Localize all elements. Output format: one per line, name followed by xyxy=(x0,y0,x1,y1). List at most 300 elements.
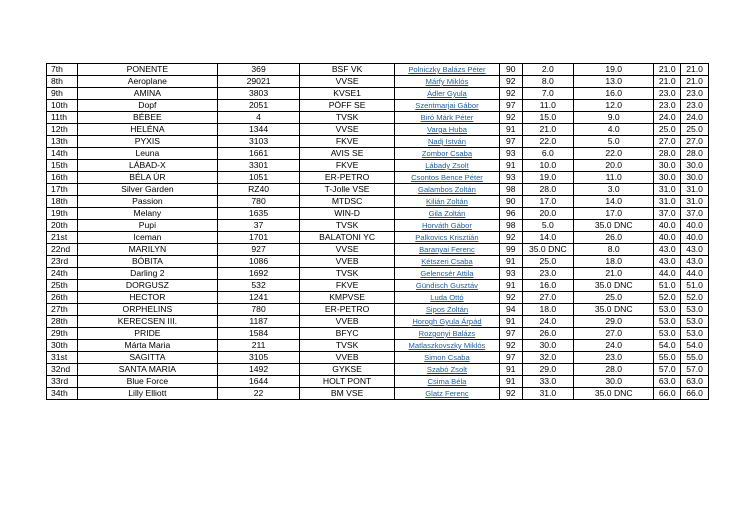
table-row xyxy=(47,184,709,196)
boat-name-cell: LÁBAD-X xyxy=(77,160,217,172)
total-score-cell: 21.0 xyxy=(654,64,681,76)
race2-score-cell: 16.0 xyxy=(574,88,654,100)
skipper-link[interactable]: Márfy Miklós xyxy=(425,77,469,86)
sail-number-cell: 780 xyxy=(217,196,299,208)
total-score-cell: 66.0 xyxy=(654,388,681,400)
total-score-cell: 23.0 xyxy=(654,100,681,112)
skipper-link[interactable]: Kilián Zoltán xyxy=(426,197,468,206)
skipper-cell xyxy=(394,148,499,160)
place-cell: 16th xyxy=(47,172,78,184)
net-score-cell: 23.0 xyxy=(681,100,709,112)
race1-score-cell: 25.0 xyxy=(522,256,573,268)
total-score-cell: 30.0 xyxy=(654,172,681,184)
boat-name-cell: HECTOR xyxy=(77,292,217,304)
skipper-cell xyxy=(394,268,499,280)
sail-number-cell: 211 xyxy=(217,340,299,352)
table-row xyxy=(47,112,709,124)
boat-name-cell: BÉBEE xyxy=(77,112,217,124)
yardstick-cell: 92 xyxy=(499,232,522,244)
yardstick-cell: 91 xyxy=(499,160,522,172)
total-score-cell: 53.0 xyxy=(654,304,681,316)
skipper-cell xyxy=(394,352,499,364)
total-score-cell: 23.0 xyxy=(654,88,681,100)
sail-number-cell: 532 xyxy=(217,280,299,292)
skipper-link[interactable]: Szabó Zsolt xyxy=(426,365,467,374)
place-cell: 8th xyxy=(47,76,78,88)
club-cell: AVIS SE xyxy=(300,148,395,160)
race1-score-cell: 7.0 xyxy=(522,88,573,100)
yardstick-cell: 93 xyxy=(499,172,522,184)
place-cell: 17th xyxy=(47,184,78,196)
boat-name-cell: PONENTE xyxy=(77,64,217,76)
yardstick-cell: 98 xyxy=(499,184,522,196)
race2-score-cell: 22.0 xyxy=(574,148,654,160)
skipper-cell xyxy=(394,184,499,196)
club-cell: BM VSE xyxy=(300,388,395,400)
club-cell: BSF VK xyxy=(300,64,395,76)
sail-number-cell: 29021 xyxy=(217,76,299,88)
table-row xyxy=(47,388,709,400)
skipper-link[interactable]: Baranyai Ferenc xyxy=(419,245,475,254)
race2-score-cell: 11.0 xyxy=(574,172,654,184)
race2-score-cell: 20.0 xyxy=(574,160,654,172)
race1-score-cell: 18.0 xyxy=(522,304,573,316)
skipper-cell xyxy=(394,64,499,76)
club-cell: VVSE xyxy=(300,124,395,136)
boat-name-cell: KERECSEN III. xyxy=(77,316,217,328)
table-row xyxy=(47,268,709,280)
race2-score-cell: 27.0 xyxy=(574,328,654,340)
skipper-cell xyxy=(394,232,499,244)
net-score-cell: 43.0 xyxy=(681,244,709,256)
club-cell: VVEB xyxy=(300,352,395,364)
yardstick-cell: 92 xyxy=(499,88,522,100)
place-cell: 14th xyxy=(47,148,78,160)
skipper-cell xyxy=(394,328,499,340)
race1-score-cell: 24.0 xyxy=(522,316,573,328)
club-cell: VVEB xyxy=(300,256,395,268)
skipper-cell xyxy=(394,244,499,256)
net-score-cell: 30.0 xyxy=(681,172,709,184)
boat-name-cell: ORPHELINS xyxy=(77,304,217,316)
boat-name-cell: Dopf xyxy=(77,100,217,112)
club-cell: HOLT PONT xyxy=(300,376,395,388)
skipper-link[interactable]: Sipos Zoltán xyxy=(425,305,469,314)
boat-name-cell: Melany xyxy=(77,208,217,220)
club-cell: TVSK xyxy=(300,220,395,232)
race2-score-cell: 35.0 DNC xyxy=(574,220,654,232)
table-row xyxy=(47,244,709,256)
yardstick-cell: 92 xyxy=(499,76,522,88)
skipper-link[interactable]: Gila Zoltán xyxy=(428,209,466,218)
boat-name-cell: Silver Garden xyxy=(77,184,217,196)
boat-name-cell: Blue Force xyxy=(77,376,217,388)
net-score-cell: 57.0 xyxy=(681,364,709,376)
net-score-cell: 21.0 xyxy=(681,64,709,76)
race1-score-cell: 11.0 xyxy=(522,100,573,112)
total-score-cell: 31.0 xyxy=(654,184,681,196)
sail-number-cell: 3803 xyxy=(217,88,299,100)
club-cell: TVSK xyxy=(300,112,395,124)
race1-score-cell: 22.0 xyxy=(522,136,573,148)
table-row xyxy=(47,64,709,76)
place-cell: 33rd xyxy=(47,376,78,388)
skipper-link[interactable]: Zombor Csaba xyxy=(421,149,473,158)
sail-number-cell: 1692 xyxy=(217,268,299,280)
skipper-cell xyxy=(394,172,499,184)
sail-number-cell: RZ40 xyxy=(217,184,299,196)
race2-score-cell: 24.0 xyxy=(574,340,654,352)
net-score-cell: 23.0 xyxy=(681,88,709,100)
total-score-cell: 57.0 xyxy=(654,364,681,376)
skipper-link[interactable]: Csima Béla xyxy=(427,377,467,386)
yardstick-cell: 93 xyxy=(499,148,522,160)
race2-score-cell: 26.0 xyxy=(574,232,654,244)
net-score-cell: 63.0 xyxy=(681,376,709,388)
place-cell: 25th xyxy=(47,280,78,292)
skipper-cell xyxy=(394,364,499,376)
race2-score-cell: 21.0 xyxy=(574,268,654,280)
place-cell: 24th xyxy=(47,268,78,280)
net-score-cell: 30.0 xyxy=(681,160,709,172)
table-row xyxy=(47,304,709,316)
total-score-cell: 43.0 xyxy=(654,256,681,268)
skipper-cell xyxy=(394,376,499,388)
sail-number-cell: 1492 xyxy=(217,364,299,376)
race1-score-cell: 21.0 xyxy=(522,124,573,136)
total-score-cell: 43.0 xyxy=(654,244,681,256)
place-cell: 20th xyxy=(47,220,78,232)
place-cell: 9th xyxy=(47,88,78,100)
skipper-cell xyxy=(394,220,499,232)
sail-number-cell: 1051 xyxy=(217,172,299,184)
yardstick-cell: 91 xyxy=(499,124,522,136)
skipper-link[interactable]: Horváth Gábor xyxy=(422,221,472,230)
sail-number-cell: 37 xyxy=(217,220,299,232)
boat-name-cell: BÓBITA xyxy=(77,256,217,268)
sail-number-cell: 22 xyxy=(217,388,299,400)
place-cell: 22nd xyxy=(47,244,78,256)
total-score-cell: 44.0 xyxy=(654,268,681,280)
skipper-cell xyxy=(394,136,499,148)
total-score-cell: 37.0 xyxy=(654,208,681,220)
race1-score-cell: 32.0 xyxy=(522,352,573,364)
net-score-cell: 28.0 xyxy=(681,148,709,160)
club-cell: GYKSE xyxy=(300,364,395,376)
skipper-link[interactable]: Polniczky Balázs Péter xyxy=(408,65,486,74)
place-cell: 15th xyxy=(47,160,78,172)
place-cell: 21st xyxy=(47,232,78,244)
boat-name-cell: DORGUSZ xyxy=(77,280,217,292)
club-cell: PÖFF SE xyxy=(300,100,395,112)
total-score-cell: 63.0 xyxy=(654,376,681,388)
net-score-cell: 40.0 xyxy=(681,232,709,244)
skipper-cell xyxy=(394,340,499,352)
race2-score-cell: 4.0 xyxy=(574,124,654,136)
yardstick-cell: 98 xyxy=(499,220,522,232)
skipper-cell xyxy=(394,124,499,136)
skipper-link[interactable]: Nadj István xyxy=(427,137,466,146)
yardstick-cell: 90 xyxy=(499,64,522,76)
race1-score-cell: 5.0 xyxy=(522,220,573,232)
table-row xyxy=(47,208,709,220)
race2-score-cell: 18.0 xyxy=(574,256,654,268)
yardstick-cell: 92 xyxy=(499,112,522,124)
skipper-cell xyxy=(394,100,499,112)
place-cell: 29th xyxy=(47,328,78,340)
boat-name-cell: Márta Maria xyxy=(77,340,217,352)
club-cell: ER-PETRO xyxy=(300,172,395,184)
race1-score-cell: 2.0 xyxy=(522,64,573,76)
race2-score-cell: 35.0 DNC xyxy=(574,304,654,316)
skipper-cell xyxy=(394,388,499,400)
club-cell: MTDSC xyxy=(300,196,395,208)
boat-name-cell: Passion xyxy=(77,196,217,208)
table-row xyxy=(47,160,709,172)
club-cell: TVSK xyxy=(300,340,395,352)
race2-score-cell: 35.0 DNC xyxy=(574,280,654,292)
race2-score-cell: 25.0 xyxy=(574,292,654,304)
place-cell: 19th xyxy=(47,208,78,220)
place-cell: 26th xyxy=(47,292,78,304)
table-row xyxy=(47,256,709,268)
place-cell: 31st xyxy=(47,352,78,364)
boat-name-cell: BÉLA ÚR xyxy=(77,172,217,184)
skipper-cell xyxy=(394,88,499,100)
club-cell: TVSK xyxy=(300,268,395,280)
race1-score-cell: 17.0 xyxy=(522,196,573,208)
race1-score-cell: 33.0 xyxy=(522,376,573,388)
sail-number-cell: 1344 xyxy=(217,124,299,136)
table-row xyxy=(47,88,709,100)
yardstick-cell: 91 xyxy=(499,256,522,268)
club-cell: VVSE xyxy=(300,244,395,256)
race1-score-cell: 27.0 xyxy=(522,292,573,304)
table-row xyxy=(47,172,709,184)
boat-name-cell: Leuna xyxy=(77,148,217,160)
total-score-cell: 53.0 xyxy=(654,316,681,328)
net-score-cell: 55.0 xyxy=(681,352,709,364)
race1-score-cell: 16.0 xyxy=(522,280,573,292)
place-cell: 12th xyxy=(47,124,78,136)
net-score-cell: 66.0 xyxy=(681,388,709,400)
total-score-cell: 30.0 xyxy=(654,160,681,172)
race1-score-cell: 30.0 xyxy=(522,340,573,352)
race2-score-cell: 35.0 DNC xyxy=(574,388,654,400)
yardstick-cell: 91 xyxy=(499,364,522,376)
boat-name-cell: Darling 2 xyxy=(77,268,217,280)
club-cell: VVSE xyxy=(300,76,395,88)
skipper-link[interactable]: Luda Ottó xyxy=(430,293,464,302)
race2-score-cell: 12.0 xyxy=(574,100,654,112)
race2-score-cell: 5.0 xyxy=(574,136,654,148)
net-score-cell: 37.0 xyxy=(681,208,709,220)
total-score-cell: 21.0 xyxy=(654,76,681,88)
place-cell: 7th xyxy=(47,64,78,76)
table-row xyxy=(47,220,709,232)
skipper-link[interactable]: Horogh Gyula Árpád xyxy=(412,317,482,326)
net-score-cell: 53.0 xyxy=(681,316,709,328)
sail-number-cell: 2051 xyxy=(217,100,299,112)
race2-score-cell: 29.0 xyxy=(574,316,654,328)
yardstick-cell: 93 xyxy=(499,268,522,280)
yardstick-cell: 92 xyxy=(499,340,522,352)
boat-name-cell: Iceman xyxy=(77,232,217,244)
total-score-cell: 51.0 xyxy=(654,280,681,292)
race1-score-cell: 14.0 xyxy=(522,232,573,244)
skipper-cell xyxy=(394,160,499,172)
skipper-cell xyxy=(394,256,499,268)
race1-score-cell: 10.0 xyxy=(522,160,573,172)
race1-score-cell: 6.0 xyxy=(522,148,573,160)
table-row xyxy=(47,352,709,364)
club-cell: BFYC xyxy=(300,328,395,340)
yardstick-cell: 96 xyxy=(499,208,522,220)
net-score-cell: 31.0 xyxy=(681,184,709,196)
skipper-link[interactable]: Rozgonyi Balázs xyxy=(418,329,476,338)
table-row xyxy=(47,76,709,88)
total-score-cell: 54.0 xyxy=(654,340,681,352)
results-body xyxy=(47,64,709,400)
net-score-cell: 21.0 xyxy=(681,76,709,88)
boat-name-cell: HELÉNA xyxy=(77,124,217,136)
table-row xyxy=(47,100,709,112)
sail-number-cell: 1187 xyxy=(217,316,299,328)
boat-name-cell: AMINA xyxy=(77,88,217,100)
club-cell: KMPVSE xyxy=(300,292,395,304)
total-score-cell: 55.0 xyxy=(654,352,681,364)
sail-number-cell: 4 xyxy=(217,112,299,124)
place-cell: 11th xyxy=(47,112,78,124)
net-score-cell: 31.0 xyxy=(681,196,709,208)
total-score-cell: 31.0 xyxy=(654,196,681,208)
boat-name-cell: PRIDE xyxy=(77,328,217,340)
net-score-cell: 25.0 xyxy=(681,124,709,136)
net-score-cell: 43.0 xyxy=(681,256,709,268)
boat-name-cell: Pupi xyxy=(77,220,217,232)
boat-name-cell: Lilly Elliott xyxy=(77,388,217,400)
skipper-link[interactable]: Ádler Gyula xyxy=(427,89,467,98)
net-score-cell: 53.0 xyxy=(681,328,709,340)
race1-score-cell: 19.0 xyxy=(522,172,573,184)
sail-number-cell: 1584 xyxy=(217,328,299,340)
skipper-link[interactable]: Simon Csaba xyxy=(424,353,470,362)
skipper-link[interactable]: Gündisch Gusztáv xyxy=(415,281,478,290)
skipper-link[interactable]: Szentmarjai Gábor xyxy=(415,101,479,110)
skipper-cell xyxy=(394,316,499,328)
race1-score-cell: 20.0 xyxy=(522,208,573,220)
race1-score-cell: 26.0 xyxy=(522,328,573,340)
club-cell: WIN-D xyxy=(300,208,395,220)
net-score-cell: 53.0 xyxy=(681,304,709,316)
place-cell: 32nd xyxy=(47,364,78,376)
sail-number-cell: 1701 xyxy=(217,232,299,244)
place-cell: 30th xyxy=(47,340,78,352)
club-cell: ER-PETRO xyxy=(300,304,395,316)
net-score-cell: 40.0 xyxy=(681,220,709,232)
yardstick-cell: 94 xyxy=(499,304,522,316)
club-cell: FKVE xyxy=(300,280,395,292)
yardstick-cell: 92 xyxy=(499,292,522,304)
race1-score-cell: 23.0 xyxy=(522,268,573,280)
total-score-cell: 53.0 xyxy=(654,328,681,340)
skipper-link[interactable]: Matlaszkovszky Miklós xyxy=(408,341,486,350)
skipper-cell xyxy=(394,208,499,220)
skipper-link[interactable]: Kétszeri Csaba xyxy=(421,257,473,266)
sail-number-cell: 927 xyxy=(217,244,299,256)
race2-score-cell: 13.0 xyxy=(574,76,654,88)
table-row xyxy=(47,148,709,160)
yardstick-cell: 91 xyxy=(499,316,522,328)
club-cell: FKVE xyxy=(300,136,395,148)
sail-number-cell: 1635 xyxy=(217,208,299,220)
skipper-link[interactable]: Gelencsér Attila xyxy=(420,269,474,278)
club-cell: KVSE1 xyxy=(300,88,395,100)
yardstick-cell: 91 xyxy=(499,280,522,292)
skipper-link[interactable]: Csontos Bence Péter xyxy=(411,173,483,182)
club-cell: BALATONI YC xyxy=(300,232,395,244)
skipper-link[interactable]: Lábady Zsolt xyxy=(425,161,469,170)
place-cell: 34th xyxy=(47,388,78,400)
total-score-cell: 52.0 xyxy=(654,292,681,304)
skipper-cell xyxy=(394,112,499,124)
sail-number-cell: 1661 xyxy=(217,148,299,160)
yardstick-cell: 90 xyxy=(499,196,522,208)
yardstick-cell: 92 xyxy=(499,388,522,400)
net-score-cell: 24.0 xyxy=(681,112,709,124)
skipper-cell xyxy=(394,280,499,292)
total-score-cell: 28.0 xyxy=(654,148,681,160)
race2-score-cell: 17.0 xyxy=(574,208,654,220)
race1-score-cell: 15.0 xyxy=(522,112,573,124)
place-cell: 13th xyxy=(47,136,78,148)
race2-score-cell: 3.0 xyxy=(574,184,654,196)
race1-score-cell: 8.0 xyxy=(522,76,573,88)
boat-name-cell: PYXIS xyxy=(77,136,217,148)
sail-number-cell: 1086 xyxy=(217,256,299,268)
table-row xyxy=(47,136,709,148)
race2-score-cell: 19.0 xyxy=(574,64,654,76)
total-score-cell: 24.0 xyxy=(654,112,681,124)
table-row xyxy=(47,316,709,328)
yardstick-cell: 99 xyxy=(499,244,522,256)
skipper-link[interactable]: Galambos Zoltán xyxy=(418,185,476,194)
race2-score-cell: 9.0 xyxy=(574,112,654,124)
net-score-cell: 44.0 xyxy=(681,268,709,280)
race2-score-cell: 30.0 xyxy=(574,376,654,388)
skipper-link[interactable]: Varga Huba xyxy=(426,125,467,134)
table-row xyxy=(47,340,709,352)
race2-score-cell: 14.0 xyxy=(574,196,654,208)
skipper-link[interactable]: Biró Márk Péter xyxy=(420,113,474,122)
yardstick-cell: 97 xyxy=(499,100,522,112)
skipper-cell xyxy=(394,304,499,316)
skipper-link[interactable]: Palkovics Krisztián xyxy=(415,233,479,242)
sail-number-cell: 1241 xyxy=(217,292,299,304)
club-cell: FKVE xyxy=(300,160,395,172)
race2-score-cell: 8.0 xyxy=(574,244,654,256)
place-cell: 27th xyxy=(47,304,78,316)
place-cell: 23rd xyxy=(47,256,78,268)
sail-number-cell: 3103 xyxy=(217,136,299,148)
skipper-link[interactable]: Glatz Ferenc xyxy=(425,389,469,398)
race1-score-cell: 35.0 DNC xyxy=(522,244,573,256)
race2-score-cell: 28.0 xyxy=(574,364,654,376)
total-score-cell: 40.0 xyxy=(654,232,681,244)
race1-score-cell: 28.0 xyxy=(522,184,573,196)
yardstick-cell: 97 xyxy=(499,352,522,364)
skipper-cell xyxy=(394,196,499,208)
